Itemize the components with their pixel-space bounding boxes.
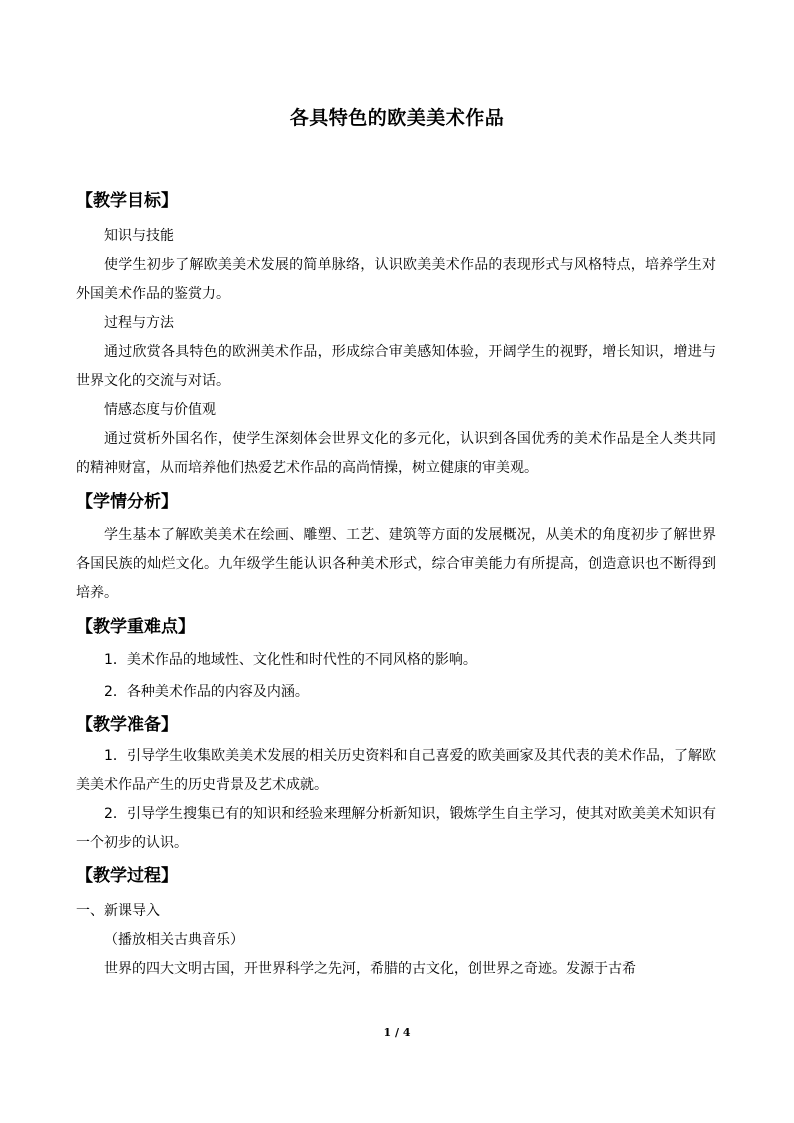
document-title: 各具特色的欧美美术作品 [289, 107, 505, 129]
section-one-title: 一、新课导入 [76, 903, 160, 919]
knowledge-paragraph: 使学生初步了解欧美美术发展的简单脉络，认识欧美美术作品的表现形式与风格特点，培养学生对外国美术作品的鉴赏力。 [76, 257, 716, 302]
key-point-item: 1．美术作品的地域性、文化性和时代性的不同风格的影响。 [104, 652, 477, 668]
objectives-heading: 【教学目标】 [76, 191, 178, 211]
preparation-heading: 【教学准备】 [76, 715, 178, 735]
attitude-label: 情感态度与价值观 [104, 402, 216, 418]
process-paragraph: 通过欣赏各具特色的欧洲美术作品，形成综合审美感知体验，开阔学生的视野，增长知识，增进与世界文化的交流与对话。 [76, 344, 716, 389]
music-note: （播放相关古典音乐） [104, 932, 244, 948]
analysis-paragraph: 学生基本了解欧美美术在绘画、雕塑、工艺、建筑等方面的发展概况，从美术的角度初步了解世界各国民族的灿烂文化。九年级学生能认识各种美术形式，综合审美能力有所提高，创造意识也不断得到培养。 [76, 527, 716, 601]
knowledge-label: 知识与技能 [104, 228, 174, 244]
document-body [76, 186, 716, 984]
key-point-item: 2．各种美术作品的内容及内涵。 [104, 684, 309, 700]
key-points-heading: 【教学重难点】 [76, 617, 195, 637]
attitude-paragraph: 通过赏析外国名作，使学生深刻体会世界文化的多元化，认识到各国优秀的美术作品是全人类共同的精神财富，从而培养他们热爱艺术作品的高尚情操，树立健康的审美观。 [76, 431, 716, 476]
preparation-item: 2．引导学生搜集已有的知识和经验来理解分析新知识，锻炼学生自主学习，使其对欧美美术知识有一个初步的认识。 [76, 806, 716, 851]
page-number: 1 / 4 [383, 1026, 411, 1039]
analysis-heading: 【学情分析】 [76, 492, 178, 512]
preparation-item: 1．引导学生收集欧美美术发展的相关历史资料和自己喜爱的欧美画家及其代表的美术作品，了解欧美美术作品产生的历史背景及艺术成就。 [76, 748, 716, 793]
intro-paragraph: 世界的四大文明古国，开世界科学之先河，希腊的古文化，创世界之奇迹。发源于古希 [104, 961, 636, 977]
process-label: 过程与方法 [104, 315, 174, 331]
process-heading: 【教学过程】 [76, 866, 178, 886]
